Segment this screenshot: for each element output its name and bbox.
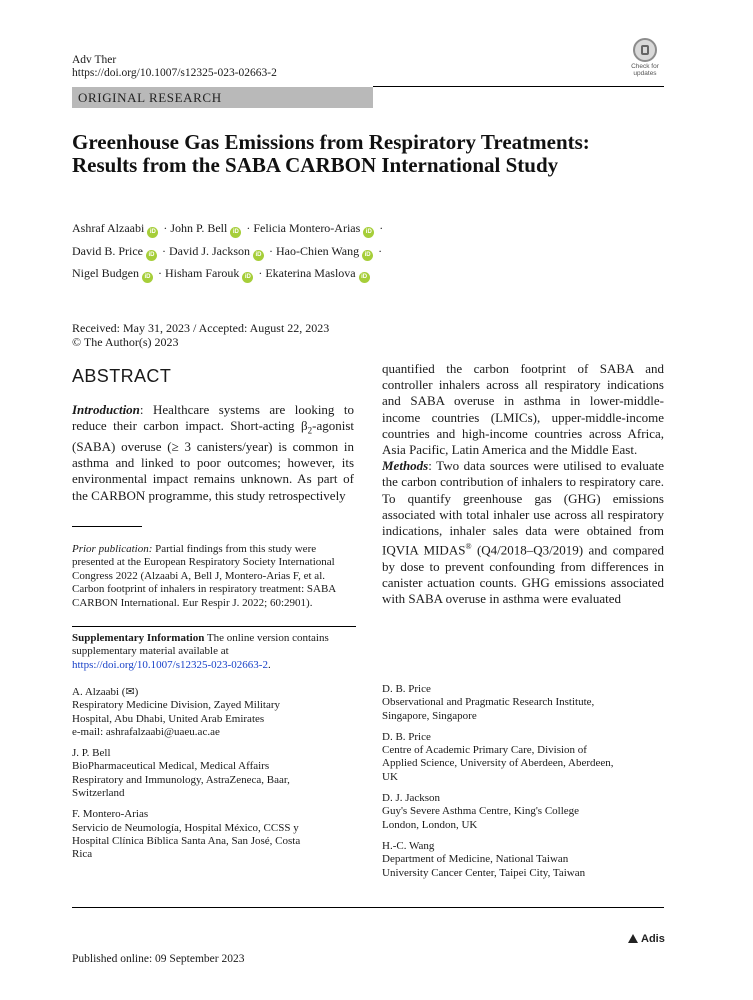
author-name[interactable]: Hisham Farouk [165,266,240,280]
badge-line-1: Check for [631,63,659,70]
orcid-icon[interactable]: iD [242,272,253,283]
orcid-icon[interactable]: iD [253,250,264,261]
affiliation: H.-C. Wang Department of Medicine, National Taiwan University Cancer Center, Taipei City, Taiwan [382,840,667,880]
author-name[interactable]: Ekaterina Maslova [265,266,356,280]
author-name[interactable]: Felicia Montero-Arias [253,221,361,235]
affiliation-name: J. P. Bell [72,747,111,760]
supplementary-text: The online version contains supplementary material available at [72,632,329,658]
affiliation: A. Alzaabi (✉) Respiratory Medicine Division, Zayed Military Hospital, Abu Dhabi, United Arab Emirates e-mail: ashrafalzaabi@uaeu.ac.ae [72,686,362,739]
author-name[interactable]: Hao-Chien Wang [276,243,360,258]
orcid-icon[interactable]: iD [359,272,370,283]
badge-line-2: updates [633,70,657,77]
author-name[interactable]: David J. Jackson [169,243,250,258]
supplementary-note: Supplementary Information The online version contains supplementary material available at https://doi.org/10.1007/s12325-023-02663-2. [72,632,329,671]
publisher-name: Adis [641,933,665,945]
intro-continued: quantified the carbon footprint of SABA and controller inhalers across all respiratory indications and SABA overuse in asthma in lower-middle-income countries (LMICs), upper-middle-income countries and high-income countries across Africa, Asia Pacific, Latin America and the Middle East. [382,361,664,458]
affiliation-name: F. Montero-Arias [72,808,149,821]
intro-subscript: 2 [307,425,313,436]
intro-label: Introduction [72,402,140,417]
author-row: David B. Price iD · David J. Jackson iD · Hao-Chien Wang iD · [72,240,432,263]
section-label: ORIGINAL RESEARCH [78,90,222,105]
methods-label: Methods [382,458,429,474]
orcid-icon[interactable]: iD [362,250,373,261]
prior-publication-label: Prior publication: [72,543,153,555]
article-title: Greenhouse Gas Emissions from Respiratory Treatments: Results from the SABA CARBON International Study [72,130,590,177]
methods-superscript: ® [465,542,472,552]
affiliations-left [72,686,362,870]
abstract-right-column [382,361,664,607]
affiliation-name: D. B. Price [382,683,431,695]
affiliation: D. B. Price Centre of Academic Primary Care, Division of Applied Science, University of Aberdeen, Aberdeen, UK [382,731,667,784]
footnote-rule [72,526,142,527]
adis-logo-icon [628,934,638,943]
affiliation-name[interactable]: A. Alzaabi (✉) [72,686,139,698]
affiliation: D. B. Price Observational and Pragmatic Research Institute, Singapore, Singapore [382,683,667,723]
author-list [72,217,432,285]
author-name[interactable]: Nigel Budgen [72,266,139,280]
affiliation: J. P. Bell BioPharmaceutical Medical, Medical Affairs Respiratory and Immunology, AstraZeneca, Baar, Switzerland [72,747,362,800]
author-name[interactable]: John P. Bell [170,221,228,235]
section-label-bar [72,87,373,108]
affiliation-name: D. J. Jackson [382,792,441,805]
publisher-logo [628,933,665,945]
orcid-icon[interactable]: iD [147,227,158,238]
affiliation-name: H.-C. Wang [382,839,435,852]
orcid-icon[interactable]: iD [230,227,241,238]
supplementary-rule [72,626,356,627]
abstract-heading: ABSTRACT [72,366,172,386]
intro-text-2: -agonist (SABA) overuse (≥ 3 canisters/year) is common in asthma and linked to poor outcomes; however, its environmental impact remains unknown. As part of the CARBON programme, this study retrospectively [72,418,354,503]
published-online: Published online: 09 September 2023 [72,953,245,965]
prior-publication-text: Partial findings from this study were presented at the European Respiratory Society International Congress 2022 (Alzaabi A, Bell J, Montero-Arias F, et al. Carbon footprint of inhalers in respiratory treatment: SABA CARBON International. Eur Respir J. 2022; 60:2901). [72,543,336,609]
author-row: Nigel Budgen iD · Hisham Farouk iD · Ekaterina Maslova iD [72,262,432,285]
methods-text-2: (Q4/2018–Q3/2019) and compared by dose to prevent confounding from differences in canister actuation counts. GHG emissions associated with SABA overuse in asthma were evaluated [382,542,664,607]
orcid-icon[interactable]: iD [142,272,153,283]
affiliations-right [382,683,667,888]
orcid-icon[interactable]: iD [146,250,157,261]
affiliation: F. Montero-Arias Servicio de Neumología, Hospital México, CCSS y Hospital Clínica Bíblica Santa Ana, San José, Costa Rica [72,808,362,861]
orcid-icon[interactable]: iD [363,227,374,238]
copyright: © The Author(s) 2023 [72,335,179,349]
email[interactable]: e-mail: ashrafalzaabi@uaeu.ac.ae [72,725,220,738]
author-name[interactable]: David B. Price [72,243,143,258]
affiliation: D. J. Jackson Guy's Severe Asthma Centre, King's College London, London, UK [382,792,667,832]
received-accepted: Received: May 31, 2023 / Accepted: August 22, 2023 [72,321,330,335]
affiliation-name: D. B. Price [382,730,431,743]
supplementary-link[interactable]: https://doi.org/10.1007/s12325-023-02663-2 [72,658,268,671]
article-dates [72,321,329,349]
check-for-updates-icon [633,38,657,62]
prior-publication-note [72,543,356,610]
check-for-updates-badge[interactable] [627,38,663,76]
doi-link[interactable]: https://doi.org/10.1007/s12325-023-02663-2 [72,67,277,79]
footer-rule [72,907,664,908]
abstract-introduction [72,402,354,504]
author-name[interactable]: Ashraf Alzaabi [72,221,145,235]
author-row: Ashraf Alzaabi iD · John P. Bell iD · Felicia Montero-Arias iD · [72,217,432,240]
header-rule [373,86,664,87]
supplementary-label: Supplementary Information [72,632,205,644]
journal-name: Adv Ther [72,54,117,66]
intro-text-1: : Healthcare systems are looking to reduce their carbon impact. Short-acting β [72,402,354,434]
methods-text-1: : Two data sources were utilised to evaluate the carbon contribution of inhalers to respiratory care. To quantify greenhouse gas (GHG) emissions associated with total inhaler use across all respiratory indications, inhaler sales data were obtained from IQVIA MIDAS [382,458,664,558]
